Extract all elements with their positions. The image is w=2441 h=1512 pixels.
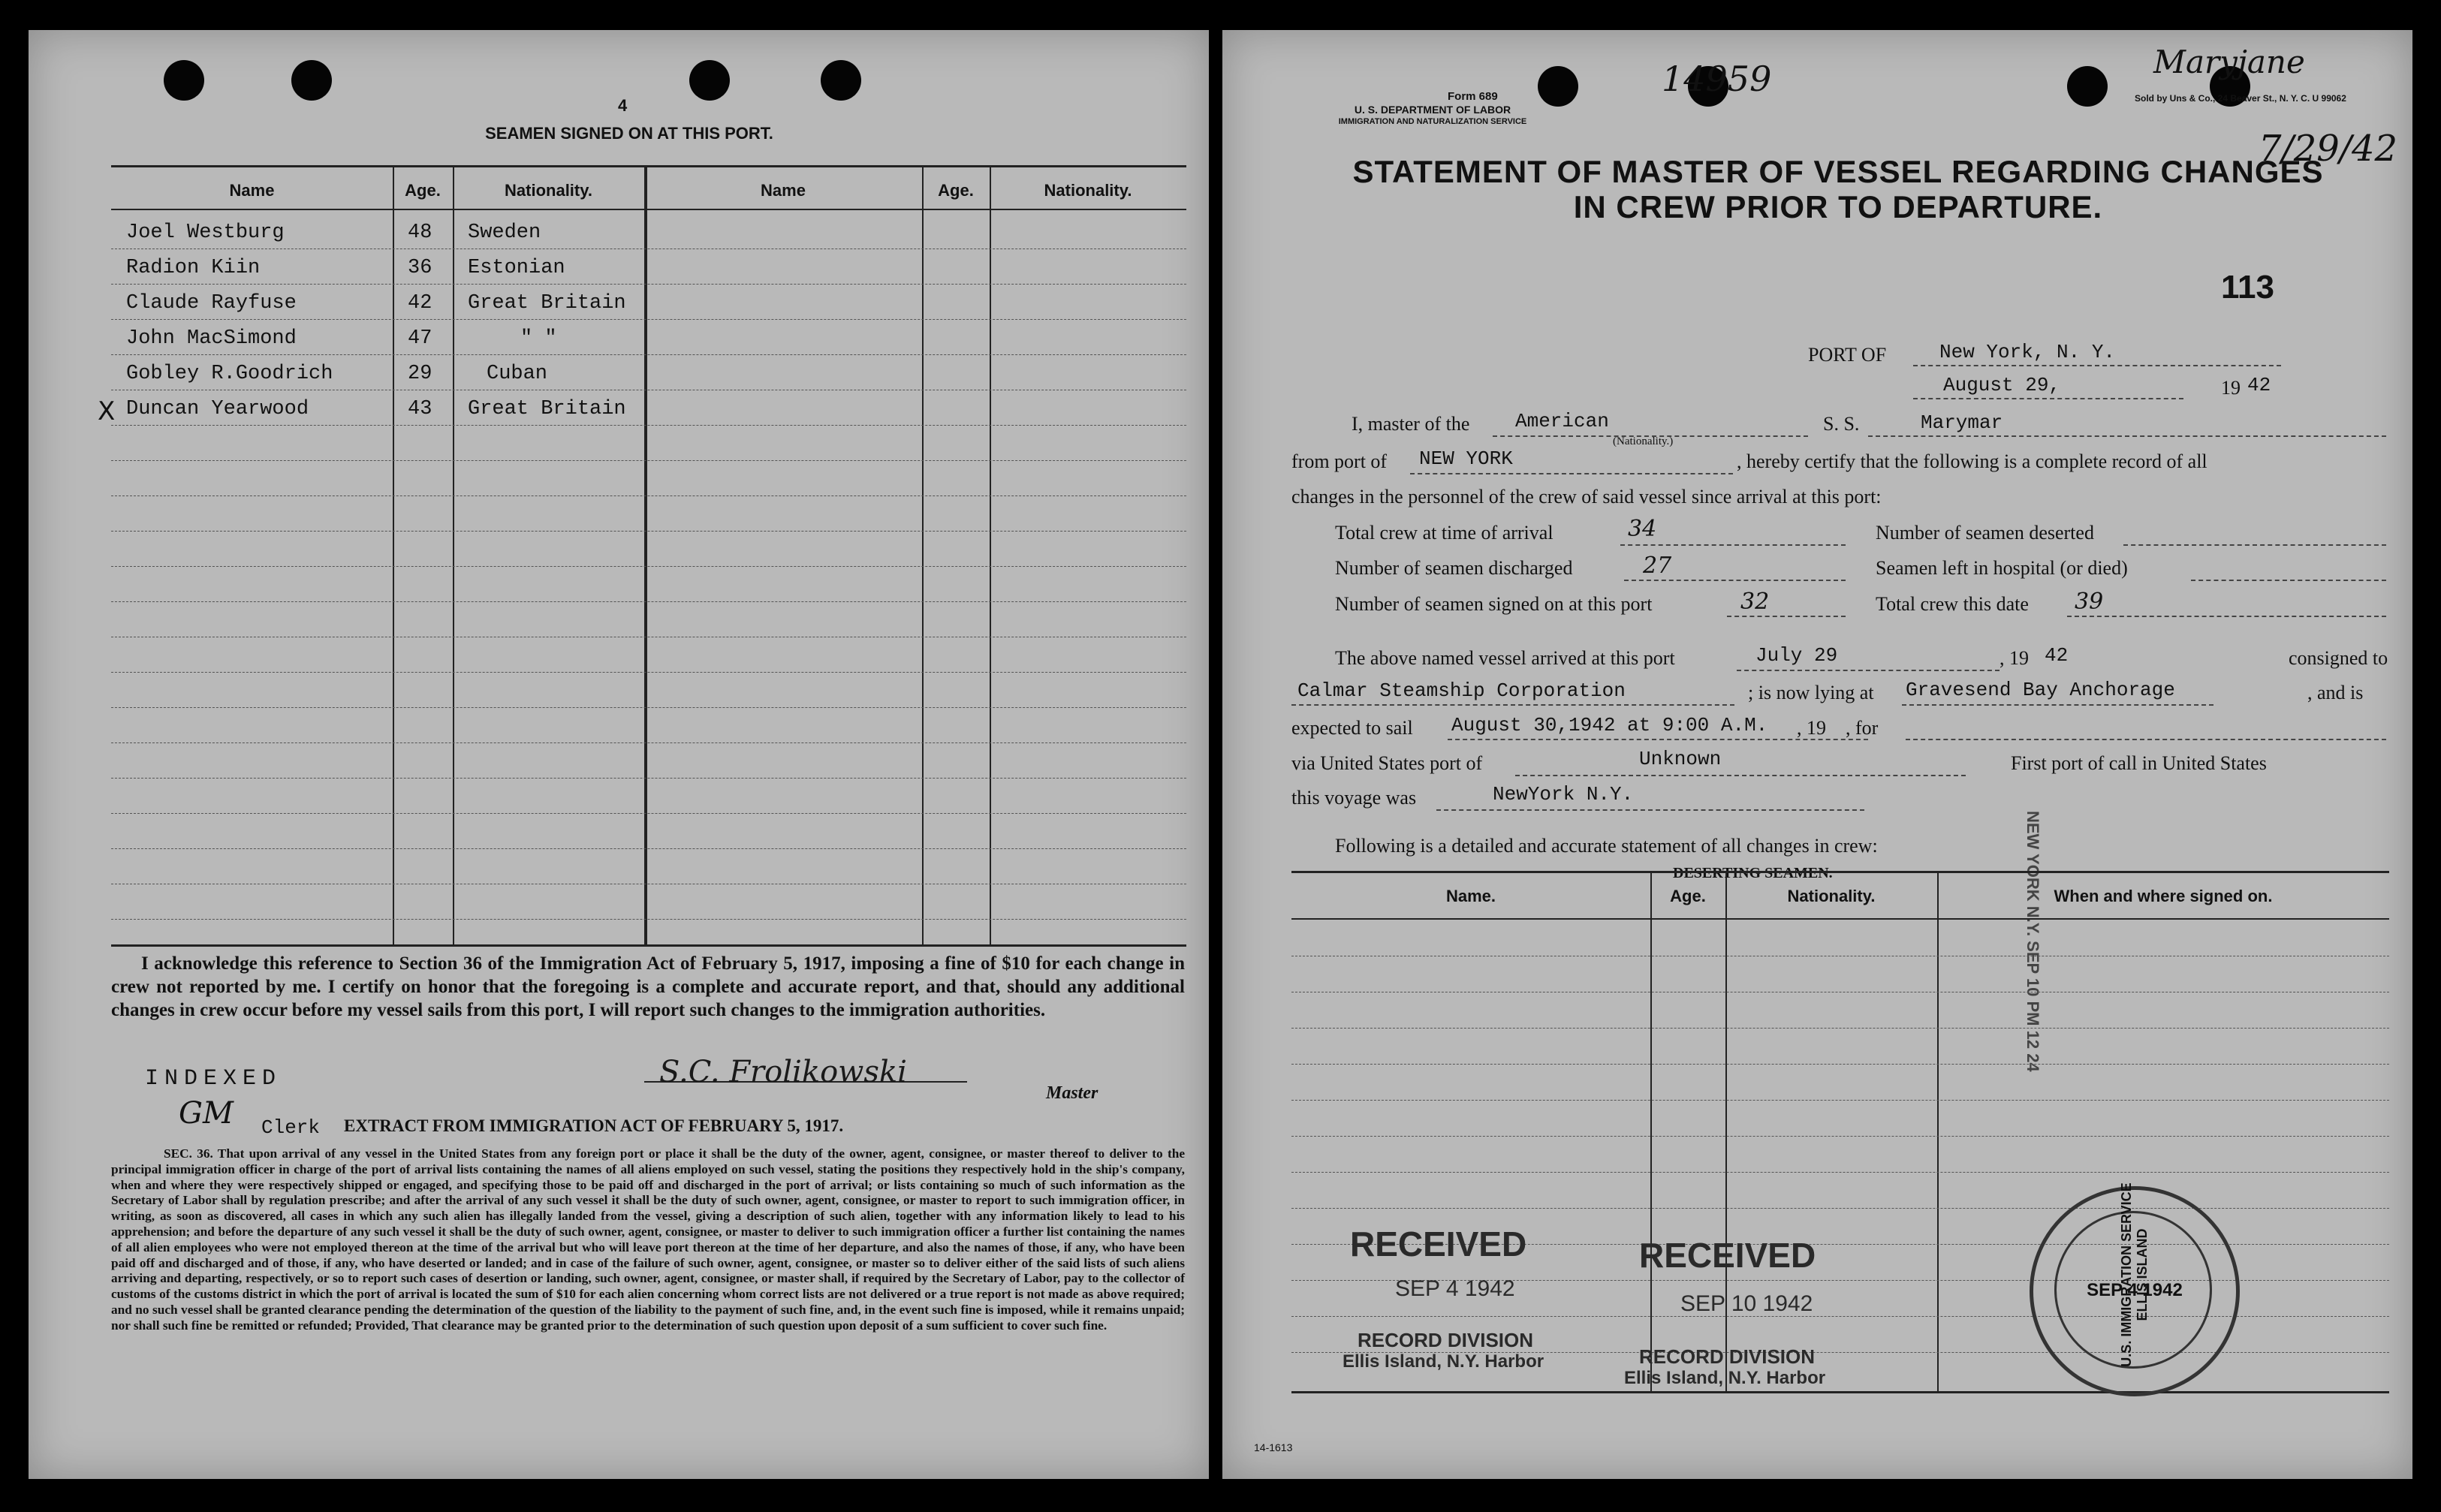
table-row-name: Gobley R.Goodrich (126, 363, 333, 385)
clerk-initials: GM (179, 1096, 234, 1131)
consigned-text: consigned to (2289, 647, 2388, 669)
sail-value: August 30,1942 at 9:00 A.M. (1451, 714, 1768, 736)
master-text: I, master of the (1352, 413, 1470, 435)
year-value: 42 (2247, 374, 2271, 396)
received-stamp-date-2: SEP 10 1942 (1680, 1291, 1813, 1316)
received-stamp-title: RECEIVED (1350, 1224, 1527, 1264)
document-number: 113 (2221, 269, 2274, 306)
table-row-nationality: Sweden (468, 221, 541, 244)
arrived-text: The above named vessel arrived at this port (1335, 647, 1675, 669)
from-port-value: NEW YORK (1419, 447, 1513, 470)
lying-text: ; is now lying at (1748, 682, 1874, 703)
punch-hole (1538, 66, 1578, 107)
via-label: via United States port of (1291, 752, 1483, 774)
date-value: August 29, (1943, 374, 2061, 396)
form-number: Form 689 (1448, 90, 1498, 103)
year-prefix: 19 (2221, 377, 2241, 399)
punch-hole (164, 60, 204, 101)
clerk-label: Clerk (261, 1116, 321, 1139)
port-label: PORT OF (1808, 344, 1887, 366)
discharged-value: 27 (1643, 553, 1672, 579)
section-36-text: SEC. 36. That upon arrival of any vessel in the United States from any foreign port or place it shall be the duty of the owner, agent, consignee, or master thereof to deliver to the principal immigration officer in charge of the port of arrival lists containing the names of all aliens employed on such vessel, stating the positions they respectively hold in the ship's company, when and where they were respectively shipped or engaged, and specifying those to be paid off and discharged in the port of arrival; or lists containing so much of such information as the Secretary of Labor shall by regulation prescribe; and after the arrival of any such vessel it shall be the duty of such owner, agent, consignee, or master to report to such immigration officer, in writing, as soon as discovered, all cases in which any such alien has illegally landed from the vessel, giving a description of such alien, together with any information likely to lead to his apprehension; and before the departure of any such vessel it shall be the duty of such owner, agent, consignee, or master to deliver to such immigration officer a further list containing the names of all alien employees who were not employed thereon at the time of the arrival but who will leave port thereon at the time of her departure, and also the names of those, if any, who have been paid off and discharged and of those, if any, who have deserted or landed; and in case of the failure of such owner, agent, consignee, or master so to deliver either of the said lists of such aliens arriving and departing, respectively, or so to report such cases of desertion or landing, such owner, agent, consignee, or master shall, if required by the Secretary of Labor, pay to the collector of customs of the customs district in which the port of arrival is located the sum of $10 for each alien concerning whom correct lists are not delivered or a true report is not made as above required; and no such vessel shall be granted clearance pending the determination of the question of the liability to the payment of such fine, and, in the event such fine is imposed, while it remains unpaid; nor shall such fine be remitted or refunded; Provided, That clearance may be granted prior to the determination of such question upon deposit of a sum sufficient to cover such fine. (111, 1146, 1185, 1333)
footer-code: 14-1613 (1254, 1441, 1293, 1453)
deserting-seamen-title: DESERTING SEAMEN. (1673, 865, 1833, 881)
acknowledgement-text: I acknowledge this reference to Section 36 of the Immigration Act of February 5, 1917, imposing a fine of $10 for each change in crew not reported by me. I certify on honor that the foregoing is a complete and accurate report, and that, should any additional changes in crew occur before my vessel sails from this port, I will report such changes to the immigration authorities. (111, 953, 1185, 1020)
table-row-nationality: " " (520, 327, 557, 350)
table-row-name: Claude Rayfuse (126, 292, 297, 315)
form-title-line-2: IN CREW PRIOR TO DEPARTURE. (1573, 189, 2103, 224)
signed-on-label: Number of seamen signed on at this port (1335, 593, 1653, 615)
nationality-value: American (1515, 410, 1609, 432)
master-label: Master (1046, 1083, 1098, 1103)
punch-hole (291, 60, 332, 101)
table-row-nationality: Great Britain (468, 398, 626, 420)
hospital-label: Seamen left in hospital (or died) (1876, 557, 2128, 579)
changes-text: changes in the personnel of the crew of said vessel since arrival at this port: (1291, 486, 1882, 508)
column-header-nationality: Nationality. (1787, 887, 1876, 905)
column-header-name: Name (229, 181, 275, 200)
column-header-signed-on: When and where signed on. (2054, 887, 2273, 905)
discharged-label: Number of seamen discharged (1335, 557, 1573, 579)
punch-hole (821, 60, 861, 101)
column-header-age-2: Age. (938, 181, 974, 200)
sold-by-note: Sold by Uns & Co., 24 Beaver St., N. Y. C. U 99062 (2135, 93, 2346, 104)
table-row-age: 48 (408, 221, 432, 244)
received-stamp-date: SEP 4 1942 (1395, 1276, 1515, 1301)
and-is-text: , and is (2307, 682, 2364, 703)
record-division-location-2: Ellis Island, N.Y. Harbor (1624, 1368, 1826, 1388)
service-name: IMMIGRATION AND NATURALIZATION SERVICE (1338, 117, 1527, 126)
record-division-label: RECORD DIVISION (1358, 1329, 1534, 1351)
master-signature: S.C. Frolikowski (659, 1055, 907, 1089)
voyage-label: this voyage was (1291, 787, 1417, 809)
record-division-label-2: RECORD DIVISION (1639, 1345, 1816, 1368)
table-row-name: Joel Westburg (126, 221, 285, 244)
handwritten-date: 7/29/42 (2259, 128, 2398, 170)
department-name: U. S. DEPARTMENT OF LABOR (1354, 104, 1511, 116)
arrived-value: July 29 (1755, 644, 1838, 667)
sail-year: , 19 (1797, 717, 1826, 739)
arrived-year-prefix: , 19 (2000, 647, 2029, 669)
table-row-name: Duncan Yearwood (126, 398, 309, 420)
table-row-age: 43 (408, 398, 432, 420)
first-port-label: First port of call in United States (2011, 752, 2267, 774)
via-value: Unknown (1639, 748, 1722, 770)
table-row-name: John MacSimond (126, 327, 297, 350)
handwritten-ship-name: Maryjane (2153, 44, 2305, 80)
indexed-stamp: INDEXED (145, 1066, 282, 1092)
handwritten-file-number: 14959 (1662, 59, 1772, 99)
column-header-age: Age. (1670, 887, 1706, 905)
from-port-label: from port of (1291, 450, 1388, 472)
certify-text: , hereby certify that the following is a complete record of all (1737, 450, 2207, 472)
consignee: Calmar Steamship Corporation (1297, 679, 1626, 702)
section-title: SEAMEN SIGNED ON AT THIS PORT. (485, 124, 773, 143)
table-row-nationality: Cuban (487, 363, 548, 385)
handwritten-x-mark: X (98, 396, 116, 426)
following-text: Following is a detailed and accurate statement of all changes in crew: (1335, 835, 1878, 857)
right-page (1222, 30, 2412, 1479)
table-row-name: Radion Kiin (126, 257, 261, 279)
seal-date: SEP 4 1942 (2087, 1280, 2183, 1300)
column-header-name: Name. (1445, 887, 1496, 905)
table-row-age: 42 (408, 292, 432, 315)
sail-label: expected to sail (1291, 717, 1413, 739)
table-row-age: 29 (408, 363, 432, 385)
total-crew-date-label: Total crew this date (1876, 593, 2029, 615)
table-row-age: 47 (408, 327, 432, 350)
nationality-caption: (Nationality.) (1613, 435, 1674, 447)
vertical-postmark: NEW YORK N.Y. SEP 10 PM 12 24 (2024, 811, 2042, 1072)
received-stamp-title-2: RECEIVED (1639, 1236, 1816, 1275)
immigration-seal (2030, 1182, 2240, 1396)
column-header-age: Age. (405, 181, 441, 200)
page-number: 4 (618, 96, 628, 115)
left-page (29, 30, 1209, 1479)
deserted-label: Number of seamen deserted (1876, 522, 2094, 544)
record-division-location: Ellis Island, N.Y. Harbor (1343, 1351, 1544, 1372)
form-title-line-1: STATEMENT OF MASTER OF VESSEL REGARDING CHANGES (1352, 154, 2324, 189)
column-header-nationality: Nationality. (505, 181, 592, 200)
total-crew-arrival-label: Total crew at time of arrival (1335, 522, 1554, 544)
table-row-nationality: Estonian (468, 257, 565, 279)
ss-label: S. S. (1823, 413, 1860, 435)
column-header-nationality-2: Nationality. (1044, 181, 1132, 200)
ship-name: Marymar (1921, 411, 2003, 434)
signed-on-table (98, 165, 1186, 947)
seal-text: U.S. IMMIGRATION SERVICE ELLIS ISLAND (2119, 1182, 2150, 1367)
total-crew-arrival-value: 34 (1628, 516, 1657, 542)
lying-value: Gravesend Bay Anchorage (1906, 679, 2175, 701)
extract-title: EXTRACT FROM IMMIGRATION ACT OF FEBRUARY 5, 1917. (344, 1116, 844, 1135)
voyage-value: NewYork N.Y. (1493, 783, 1634, 806)
arrived-year: 42 (2045, 644, 2069, 667)
signed-on-value: 32 (1740, 589, 1770, 615)
punch-hole (2067, 66, 2108, 107)
total-crew-date-value: 39 (2075, 589, 2104, 615)
punch-hole (689, 60, 730, 101)
column-header-name-2: Name (761, 181, 806, 200)
table-row-age: 36 (408, 257, 432, 279)
port-value: New York, N. Y. (1939, 341, 2116, 363)
for-label: , for (1846, 717, 1879, 739)
table-row-nationality: Great Britain (468, 292, 626, 315)
